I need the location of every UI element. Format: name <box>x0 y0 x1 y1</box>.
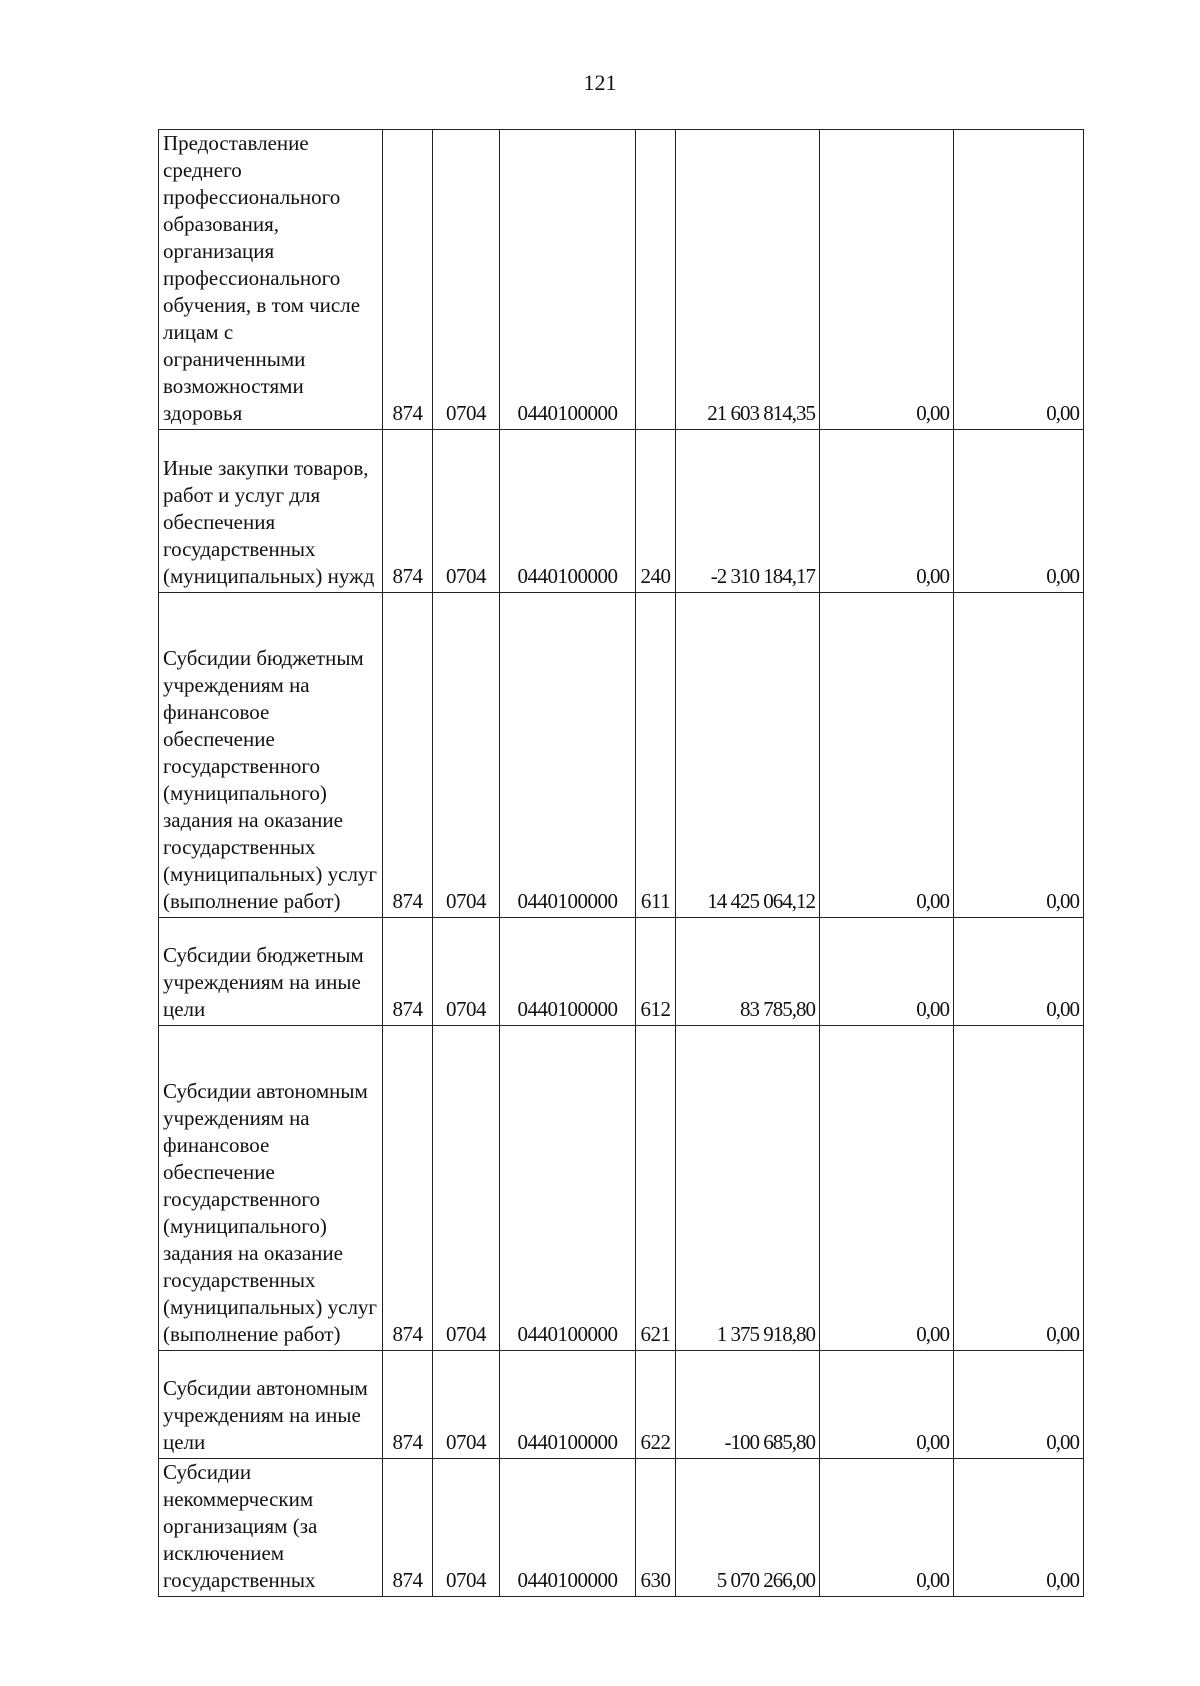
row-name: Субсидии некоммерческим организациям (за исключением государственных <box>163 1460 318 1592</box>
row-name-cell <box>159 130 383 430</box>
row-name-cell <box>159 430 383 593</box>
razdel-cell: 0704 <box>433 1351 500 1459</box>
ved-cell: 874 <box>383 1026 433 1351</box>
sum1-cell: 5 070 266,00 <box>676 1459 820 1597</box>
vid-cell <box>636 130 676 430</box>
row-name-cell <box>159 918 383 1026</box>
sum2-cell: 0,00 <box>820 918 954 1026</box>
ved-cell: 874 <box>383 1459 433 1597</box>
row-name-cell <box>159 1351 383 1459</box>
tsel-cell: 0440100000 <box>500 430 636 593</box>
ved-cell: 874 <box>383 593 433 918</box>
sum2-cell: 0,00 <box>820 430 954 593</box>
sum3-cell: 0,00 <box>954 918 1084 1026</box>
razdel-cell: 0704 <box>433 430 500 593</box>
tsel-cell: 0440100000 <box>500 1026 636 1351</box>
ved-cell: 874 <box>383 130 433 430</box>
tsel-cell: 0440100000 <box>500 918 636 1026</box>
row-name-cell <box>159 1459 383 1597</box>
vid-cell: 611 <box>636 593 676 918</box>
sum3-cell: 0,00 <box>954 130 1084 430</box>
sum2-cell: 0,00 <box>820 593 954 918</box>
sum1-cell: 14 425 064,12 <box>676 593 820 918</box>
row-name: Субсидии бюджетным учреждениям на иные цели <box>163 943 364 1021</box>
sum2-cell: 0,00 <box>820 130 954 430</box>
sum1-cell: 83 785,80 <box>676 918 820 1026</box>
row-name-cell <box>159 593 383 918</box>
tsel-cell: 0440100000 <box>500 1459 636 1597</box>
page-number: 121 <box>583 70 617 95</box>
table-row <box>159 1459 1084 1597</box>
sum3-cell: 0,00 <box>954 1026 1084 1351</box>
vid-cell: 630 <box>636 1459 676 1597</box>
razdel-cell: 0704 <box>433 918 500 1026</box>
vid-cell: 621 <box>636 1026 676 1351</box>
ved-cell: 874 <box>383 430 433 593</box>
sum2-cell: 0,00 <box>820 1351 954 1459</box>
table-row <box>159 430 1084 593</box>
table-row <box>159 130 1084 430</box>
row-name: Субсидии автономным учреждениям на финансовое обеспечение государственного (муниципального) задания на оказание государственных (муниципальных) услуг (выполнение работ) <box>163 1079 378 1346</box>
sum3-cell: 0,00 <box>954 1351 1084 1459</box>
table-row <box>159 1351 1084 1459</box>
row-name: Иные закупки товаров, работ и услуг для обеспечения государственных (муниципальных) нужд <box>163 456 375 588</box>
ved-cell: 874 <box>383 1351 433 1459</box>
vid-cell: 622 <box>636 1351 676 1459</box>
razdel-cell: 0704 <box>433 130 500 430</box>
row-name: Субсидии бюджетным учреждениям на финансовое обеспечение государственного (муниципального) задания на оказание государственных (муниципальных) услуг (выполнение работ) <box>163 646 378 913</box>
razdel-cell: 0704 <box>433 593 500 918</box>
sum1-cell: -2 310 184,17 <box>676 430 820 593</box>
ved-cell: 874 <box>383 918 433 1026</box>
budget-table <box>158 129 1084 1597</box>
row-name: Предоставление среднего профессионального образования, организация профессионального обучения, в том числе лицам с ограниченными возможностями здоровья <box>163 131 361 425</box>
tsel-cell: 0440100000 <box>500 593 636 918</box>
sum1-cell: 21 603 814,35 <box>676 130 820 430</box>
sum3-cell: 0,00 <box>954 430 1084 593</box>
sum2-cell: 0,00 <box>820 1026 954 1351</box>
table-row <box>159 1026 1084 1351</box>
sum3-cell: 0,00 <box>954 1459 1084 1597</box>
tsel-cell: 0440100000 <box>500 1351 636 1459</box>
sum1-cell: 1 375 918,80 <box>676 1026 820 1351</box>
sum1-cell: -100 685,80 <box>676 1351 820 1459</box>
razdel-cell: 0704 <box>433 1026 500 1351</box>
vid-cell: 612 <box>636 918 676 1026</box>
table-row <box>159 918 1084 1026</box>
row-name: Субсидии автономным учреждениям на иные цели <box>163 1376 368 1454</box>
tsel-cell: 0440100000 <box>500 130 636 430</box>
sum2-cell: 0,00 <box>820 1459 954 1597</box>
vid-cell: 240 <box>636 430 676 593</box>
sum3-cell: 0,00 <box>954 593 1084 918</box>
razdel-cell: 0704 <box>433 1459 500 1597</box>
table-row <box>159 593 1084 918</box>
row-name-cell <box>159 1026 383 1351</box>
